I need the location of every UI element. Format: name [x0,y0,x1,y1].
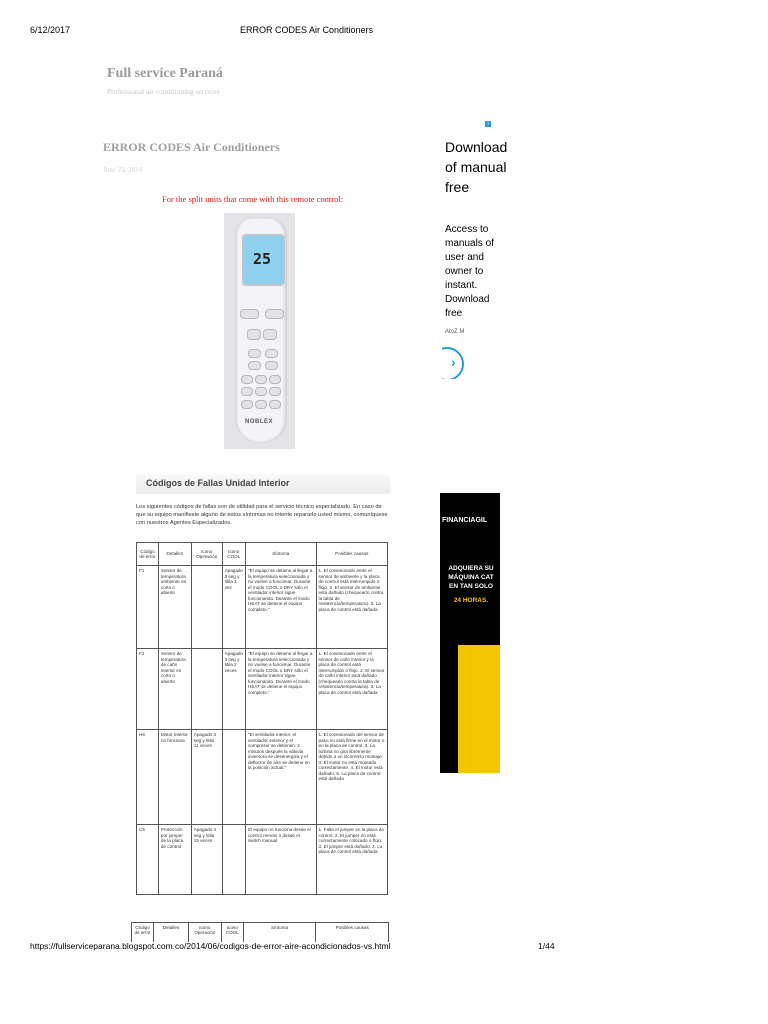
remote-button [265,309,284,319]
blog-description: Professional air conditioning services [107,87,220,96]
print-url: https://fullserviceparana.blogspot.com.co/2014/06/codigos-de-error-aire-acondicionados-vs.html [30,941,391,951]
remote-button [248,349,261,358]
remote-body [235,217,287,443]
details-cell: Protección por jumper de la placa de control [158,825,191,895]
remote-control-image [224,213,295,449]
column-header: Icono COOL [222,543,245,566]
remote-button [247,329,261,340]
remote-button [269,375,281,384]
print-page-number: 1/44 [538,941,555,951]
ad2-bottom-strip [440,773,500,785]
post-date: June 23, 2014 [103,166,143,174]
ad2-headline: ADQUIERA SU MÁQUINA CAT EN TAN SOLO [448,565,494,590]
remote-button [255,375,267,384]
print-title: ERROR CODES Air Conditioners [240,25,374,35]
error-code-cell: F2 [137,649,159,730]
operation-icon-cell: Apagado 3 seg y titila 15 veces [191,825,222,895]
ad-source: AtoZ M [445,329,465,335]
cool-icon-cell [222,730,245,825]
column-header: Posibles causas [316,543,387,566]
causes-cell: 1. El conexionado entre el sensor de ambiente y la placa de control está interrumpido o flojo. 2. El sensor de ambiente está dañado (chequearlo contra la tabla de resistencia/temperatura). 3. La placa de control está dañada [316,566,387,649]
remote-button [255,400,267,409]
table-row [137,825,388,895]
ad-choices-icon[interactable]: i [485,121,491,127]
operation-icon-cell [191,566,222,649]
ad-headline[interactable]: Download of manual free [445,139,508,195]
symptom-cell: "El equipo se detiene al llegar a la temperatura seleccionada y no vuelve a funcionar. Durante el modo COOL o DRY sólo el ventilador interior sigue funcionando. Durante el modo HEAT se detiene el equipo completo." [246,649,317,730]
table-row [137,649,388,730]
chevron-right-icon: › [451,354,456,370]
remote-button [269,387,281,396]
column-header: Detalles [153,923,188,943]
column-header: Código de error [137,543,159,566]
remote-button [255,387,267,396]
column-header: Detalles [158,543,191,566]
print-date: 6/12/2017 [30,25,71,35]
table-header-row [137,543,388,566]
remote-button [241,387,253,396]
remote-button [240,309,259,319]
banner-ad[interactable] [440,493,500,785]
error-code-cell: H6 [137,730,159,825]
cool-icon-cell: Apagado 3 seg y titila 1 vez [222,566,245,649]
remote-temperature: 25 [253,250,272,268]
column-header: Posibles causas [316,923,389,943]
column-header: Icono COOL [221,923,243,943]
table-row [137,730,388,825]
ad-open-button[interactable] [442,347,464,379]
column-header: Código de error [132,923,154,943]
remote-brand-logo: NOBLEX [245,419,274,425]
details-cell: Sensor de temperatura de caño interior en corto o abierto [158,649,191,730]
column-header: Icono Operación [188,923,221,943]
remote-screen [242,234,285,286]
cool-icon-cell: Apagado 3 seg y titila 2 veces [222,649,245,730]
symptom-cell: "El ventilador interior, el ventilador exterior y el compresor se detienen. 2 minutos después la válvula inversora se desenergiza y el deflector de aire se detiene en la posición actual." [246,730,317,825]
ad2-yellow-graphic [458,645,500,785]
fault-table-title: Códigos de Fallas Unidad Interior [146,478,290,488]
fault-codes-image [136,474,390,898]
ad2-highlight: 24 HORAS. [453,597,489,604]
causes-cell: 1. El conexionado del sensor de paso no está firme en el motor o en la placa de control. 3. La turbina no gira libremente debido a un incorrecto montaje. 3. El motor no está montado correctamente. 4. El motor está dañado. 5. La placa de control está dañada [316,730,387,825]
fault-table-titlebar [136,474,390,494]
operation-icon-cell: Apagado 3 seg y titila 11 veces [191,730,222,825]
remote-button [241,375,253,384]
ad2-brand: FINANCIAGIL [442,517,488,524]
fault-codes-table-continued [131,922,389,942]
remote-button [269,400,281,409]
remote-button [265,361,278,370]
blog-title[interactable]: Full service Paraná [107,66,223,81]
column-header: Síntoma [243,923,316,943]
column-header: Icono Operación [191,543,222,566]
symptom-cell: "El equipo se detiene al llegar a la temperatura seleccionada y no vuelve a funcionar. Durante el modo COOL o DRY sólo el ventilador interior sigue funcionando. Durante el modo HEAT se detiene el equipo completo." [246,566,317,649]
post-title[interactable]: ERROR CODES Air Conditioners [103,140,280,154]
remote-button [248,361,261,370]
details-cell: Motor interior no funciona [158,730,191,825]
details-cell: Sensor de temperatura ambiente en corto o abierto [158,566,191,649]
column-header: Síntoma [246,543,317,566]
table-row [137,566,388,649]
cool-icon-cell [222,825,245,895]
remote-button [265,349,278,358]
fault-codes-table [136,542,388,895]
operation-icon-cell [191,649,222,730]
causes-cell: 1. Falta el jumper en la placa de control. 2. El jumper no está correctamente colocado o flojo. 3. El jumper está dañado. 4. La placa de control está dañada [316,825,387,895]
error-code-cell: F1 [137,566,159,649]
causes-cell: 1. El conexionado entre el sensor de caño interior y la placa de control está interrumpido o flojo. 2. El sensor de caño interior está dañado (chequearlo contra la tabla de resistencia/temperatura). 3. La placa de control está dañada [316,649,387,730]
symptom-cell: El equipo no funciona desde el control remoto o desde el switch manual [246,825,317,895]
fault-table-intro: Los siguientes códigos de fallas son de utilidad para el servicio técnico especializado. En caso de que su equipo manifieste alguno de estos síntomas no intente repararlo usted mismo, comuníquese con nuestros Agentes Especializados. [136,504,388,526]
ad-body: Access to manuals of user and owner to instant. Download free [445,224,494,319]
remote-button [241,400,253,409]
post-intro: For the split units that come with this remote control: [162,194,344,204]
error-code-cell: C5 [137,825,159,895]
table-header-row [132,923,389,943]
remote-button [263,329,277,340]
